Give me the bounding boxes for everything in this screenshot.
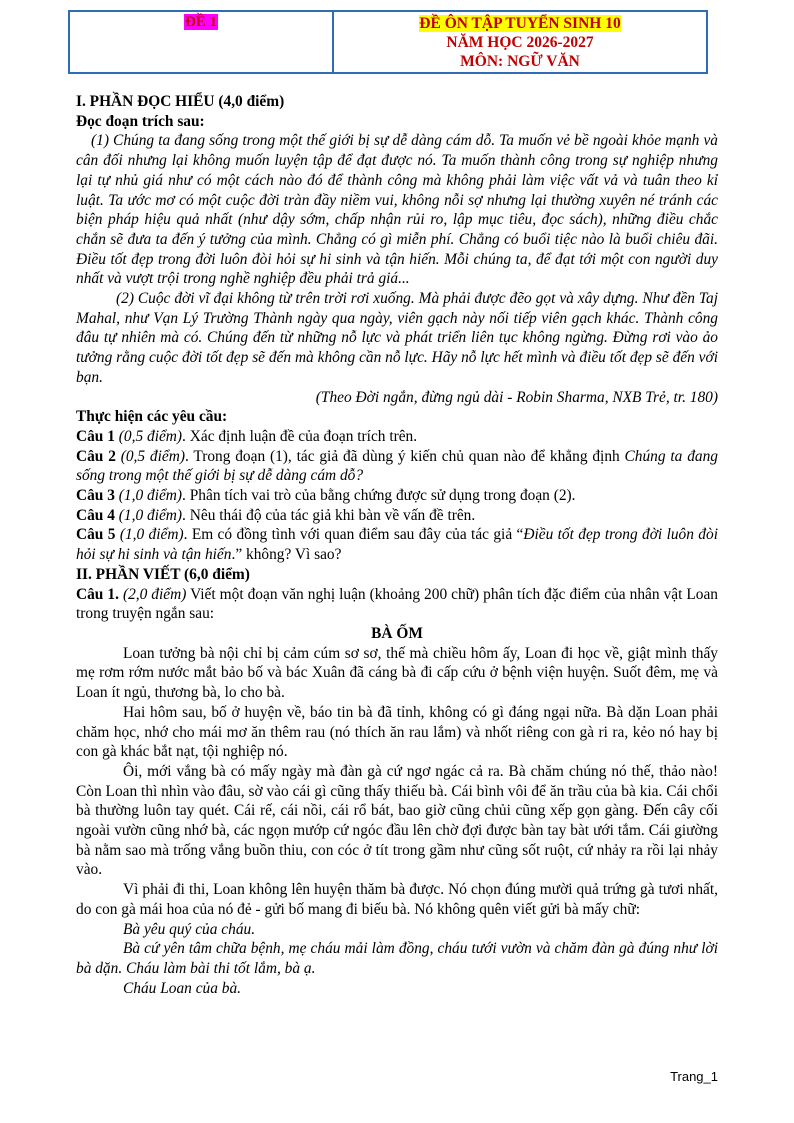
exam-code: ĐỀ 1	[184, 14, 218, 30]
letter-line: Bà cứ yên tâm chữa bệnh, mẹ cháu mải làm đồng, cháu tưới vườn và chăm đàn gà đúng như lời bà dặn. Cháu làm bài thi tốt lắm, bà ạ.	[76, 940, 718, 977]
story-paragraph: Ôi, mới vắng bà có mấy ngày mà đàn gà cứ ngơ ngác cả ra. Bà chăm chúng nó thế, thảo nào! Còn Loan thì nhìn vào đâu, sờ vào cái gì cũng thấy thiếu bà. Cái bình vôi để ăn trầu của bà kia. Cái chổi bà thường luôn tay quét. Cái rế, cái nồi, cái rổ bát, bao giờ cũng chủi cũng xếp gọn gàng. Đến cây cối ngoài vườn cũng nhớ bà, các ngọn mướp cứ ngóc đầu lên chờ đợi được bàn tay bàt ưới tắm. Cái giường bà nằm sao mà trống vắng buồn thiu, con cóc ở tít trong gầm như cũng sốt ruột, cứ nhảy ra rồi lại nhảy vào.	[76, 762, 718, 879]
exam-title-cell	[334, 12, 706, 72]
question-1: Câu 1 (0,5 điểm). Xác định luận đề của đoạn trích trên.	[76, 427, 418, 445]
letter-line: Bà yêu quý của cháu.	[123, 920, 256, 938]
school-year: NĂM HỌC 2026-2027	[446, 34, 594, 51]
passage-paragraph-2: (2) Cuộc đời vĩ đại không từ trên trời rơi xuống. Mà phải được đẽo gọt và xây dựng. Như đền Taj Mahal, như Vạn Lý Trường Thành ngày qua ngày, viên gạch này nối tiếp viên gạch khác. Thành công đâu tự nhiên mà có. Chúng đến từ những nỗ lực và phát triển liên tục không ngừng. Đừng rơi vào ảo tưởng rằng cuộc đời tốt đẹp sẽ đến mà không cần nỗ lực. Hãy nỗ lực hết mình và điều tốt đẹp sẽ đến với bạn.	[76, 290, 718, 386]
reading-passage	[76, 131, 718, 407]
exam-header	[68, 10, 708, 74]
page-number: Trang_1	[670, 1069, 718, 1084]
section2-heading: II. PHẦN VIẾT (6,0 điểm)	[76, 565, 250, 583]
exam-code-cell	[70, 12, 334, 72]
question-4: Câu 4 (1,0 điểm). Nêu thái độ của tác giả khi bàn về vấn đề trên.	[76, 506, 476, 524]
writing-question-1: Câu 1. (2,0 điểm) Viết một đoạn văn nghị luận (khoảng 200 chữ) phân tích đặc điểm của nhân vật Loan trong truyện ngắn sau:	[76, 585, 718, 623]
question-5: Câu 5 (1,0 điểm). Em có đồng tình với quan điểm sau đây của tác giả “Điều tốt đẹp trong đời luôn đòi hỏi sự hi sinh và tận hiến.” không? Vì sao?	[76, 526, 718, 564]
passage-paragraph-1: (1) Chúng ta đang sống trong một thế giới bị sự dễ dàng cám dỗ. Ta muốn vẻ bề ngoài khỏe mạnh và cân đối nhưng lại không muốn luyện tập để đạt được nó. Ta muốn thành công trong sự nghiệp nhưng lại tự nhủ giá như có một cách nào đó để thành công mà không phải làm việc vất vả và tuân theo kỉ luật. Ta ước mơ có một cuộc đời tràn đầy niềm vui, không nỗi sợ nhưng lại thường xuyên né tránh các biện pháp hiệu quả nhất (như dậy sớm, chấp nhận rủi ro, lập mục tiêu, đọc sách), những điều chắc chắn sẽ đưa ta đến ý tưởng của mình. Chẳng có gì miễn phí. Chẳng có buổi tiệc nào là buổi chiêu đãi. Điều tốt đẹp trong đời luôn đòi hỏi sự hi sinh và tận hiến. Mỗi chúng ta, để đạt tới một con người duy nhất và vượt trội trong nghề nghiệp đều phải trả giá...	[76, 132, 718, 288]
story-paragraph: Vì phải đi thi, Loan không lên huyện thăm bà được. Nó chọn đúng mười quả trứng gà tươi nhất, do con gà mái hoa của nó đẻ - gửi bố mang đi biếu bà. Nó không quên viết gửi bà mấy chữ:	[76, 881, 718, 918]
story-paragraph: Loan tưởng bà nội chỉ bị cảm cúm sơ sơ, thế mà chiều hôm ấy, Loan đi học về, giật mình thấy mẹ rơm rớm nước mắt bảo bố và bác Xuân đã cáng bà đi cấp cứu ở bệnh viện huyện. Suốt đêm, mẹ và Loan ít ngủ, thương bà, lo cho bà.	[76, 644, 718, 702]
question-2: Câu 2 (0,5 điểm). Trong đoạn (1), tác giả đã dùng ý kiến chủ quan nào để khẳng định Chúng ta đang sống trong một thế giới bị sự dễ dàng cám dỗ?	[76, 447, 718, 485]
exam-body	[76, 92, 718, 998]
requirements-heading: Thực hiện các yêu cầu:	[76, 408, 228, 426]
question-3: Câu 3 (1,0 điểm). Phân tích vai trò của bằng chứng được sử dụng trong đoạn (2).	[76, 487, 576, 505]
section1-heading: I. PHẦN ĐỌC HIỂU (4,0 điểm)	[76, 93, 285, 110]
story-title: BÀ ỐM	[371, 624, 423, 642]
read-instruction: Đọc đoạn trích sau:	[76, 112, 205, 130]
passage-source: (Theo Đời ngắn, đừng ngủ dài - Robin Sharma, NXB Trẻ, tr. 180)	[315, 388, 718, 406]
subject: MÔN: NGỮ VĂN	[460, 53, 580, 70]
story-paragraph: Hai hôm sau, bố ở huyện về, báo tin bà đã tỉnh, không có gì đáng ngại nữa. Bà dặn Loan phải chăm học, nhớ cho mái mơ ăn thêm rau (nó thích ăn rau lắm) và nhốt riêng con gà ri ra, kẻo nó hay bị con gà khác bắt nạt, tội nghiệp nó.	[76, 703, 718, 761]
letter-signature: Cháu Loan của bà.	[123, 979, 241, 997]
exam-title: ĐỀ ÔN TẬP TUYỂN SINH 10	[419, 15, 621, 32]
